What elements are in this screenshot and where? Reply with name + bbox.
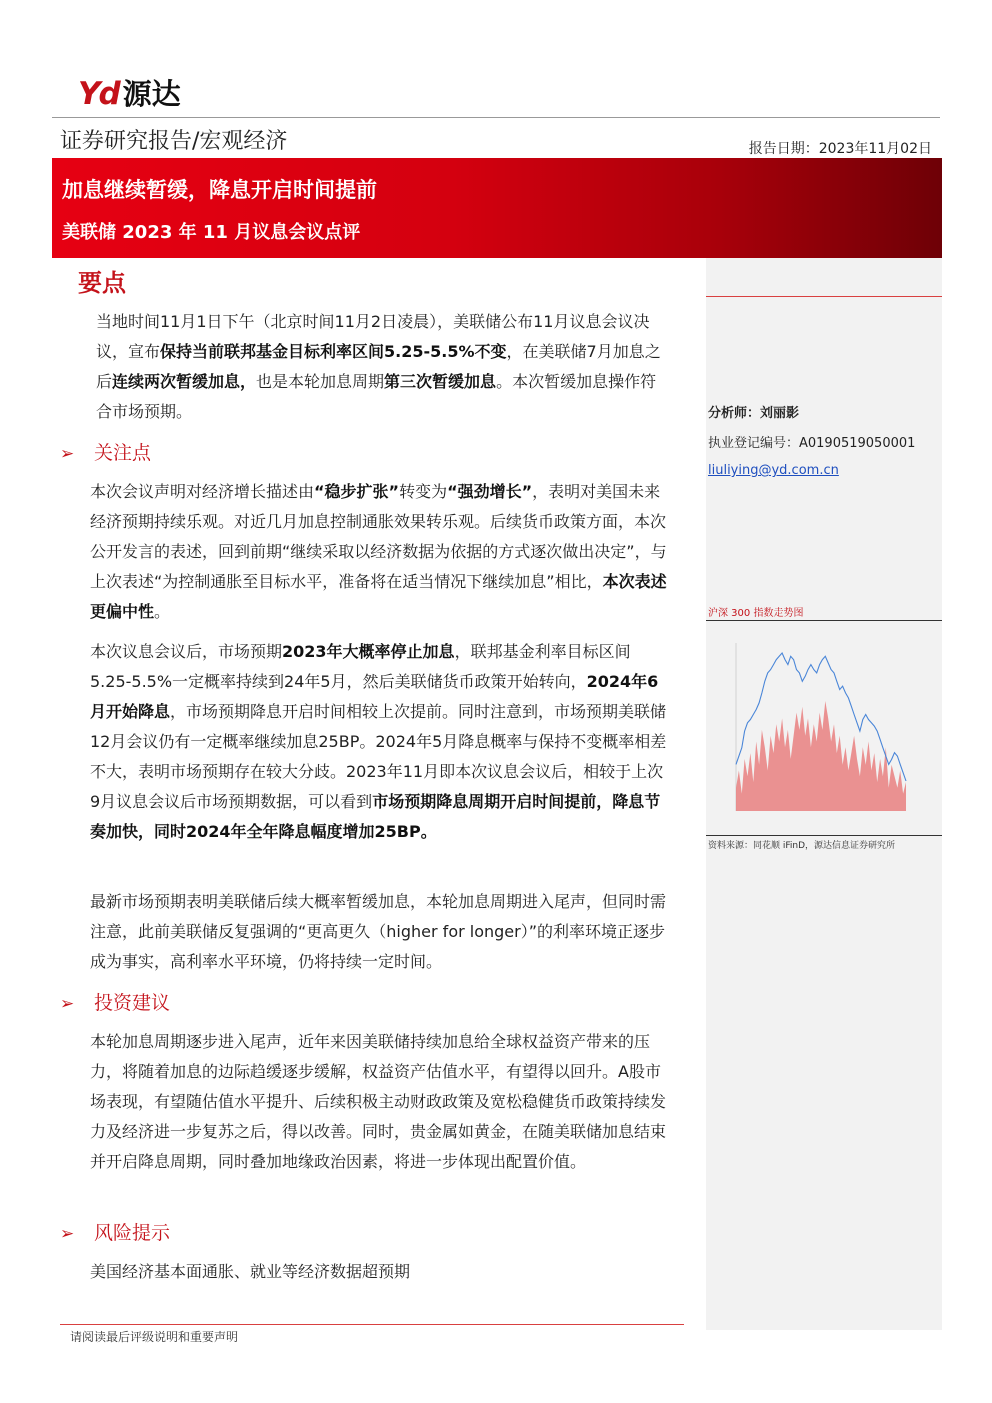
body-text: 本次议息会议后，市场预期 [90, 642, 283, 661]
body-text: 当地时间11月1日下午（北京时间11月2日凌晨），美联储公布11月议息会议决议，宣布 [96, 312, 650, 361]
body-paragraph [90, 1257, 674, 1287]
arrow-bullet-icon: ➢ [60, 994, 75, 1014]
logo-mark: Yd [78, 76, 119, 112]
report-date: 报告日期：2023年11月02日 [748, 141, 932, 157]
analyst-name: 分析师：刘丽影 [708, 406, 800, 421]
sidebar [706, 258, 942, 1330]
section-heading [60, 988, 170, 1015]
section-heading [60, 438, 151, 465]
body-text: ，联邦基金利率目标区间5.25-5.5%一定概率持续到24年5月，然后美联储货币政策开始转向， [90, 642, 631, 691]
chart-area-layer [736, 701, 906, 811]
body-text: 美国经济基本面通胀、就业等经济数据超预期 [90, 1262, 411, 1281]
intro-paragraph [96, 307, 672, 427]
registration-number: 执业登记编号：A0190519050001 [708, 436, 916, 451]
title-banner [52, 158, 942, 258]
body-text: ，市场预期降息开启时间相较上次提前。同时注意到，市场预期美联储12月会议仍有一定概率继续加息25BP。2024年5月降息概率与保持不变概率相差不大，表明市场预期存在较大分歧。2023年11月即本次议息会议后，相较于上次9月议息会议后市场预期数据，可以看到 [90, 702, 667, 811]
report-subtitle: 美联储 2023 年 11 月议息会议点评 [62, 222, 361, 243]
body-text: 。 [154, 602, 171, 621]
body-text: ，在美联储7月加息之后 [96, 342, 661, 391]
section-heading [60, 1218, 170, 1245]
body-text: 也是本轮加息周期 [256, 372, 385, 391]
chart-source: 资料来源：同花顺 iFinD，源达信息证券研究所 [708, 841, 896, 851]
body-paragraph [90, 477, 670, 627]
report-type: 证券研究报告/宏观经济 [60, 129, 288, 154]
body-text: 转变为 [399, 482, 448, 501]
body-paragraph [90, 887, 674, 977]
emphasis-text: “强劲增长” [447, 482, 533, 501]
emphasis-text: 保持当前联邦基金目标利率区间5.25-5.5%不变 [160, 342, 507, 361]
emphasis-text: “稳步扩张” [314, 482, 400, 501]
emphasis-text: 连续两次暂缓加息， [112, 372, 257, 391]
analyst-email-link[interactable]: liuliying@yd.com.cn [708, 463, 839, 478]
section-title: 风险提示 [94, 1222, 171, 1244]
key-points-heading: 要点 [78, 269, 126, 297]
body-text: 最新市场预期表明美联储后续大概率暂缓加息，本轮加息周期进入尾声，但同时需注意，此前美联储反复强调的“更高更久（higher for longer）”的利率环境正逐步成为事实，高利率水平环境，仍将持续一定时间。 [90, 892, 667, 971]
report-title: 加息继续暂缓，降息开启时间提前 [62, 178, 377, 202]
sidebar-divider [706, 296, 942, 297]
body-paragraph [90, 1027, 674, 1177]
body-text: ，表明对美国未来经济预期持续乐观。对近几月加息控制通胀效果转乐观。后续货币政策方面，本次公开发言的表述，回到前期“继续采取以经济数据为依据的方式逐次做出决定”，与上次表述“为控制通胀至目标水平，准备将在适当情况下继续加息”相比， [90, 482, 667, 591]
footer-divider [60, 1324, 684, 1325]
chart-caption: 沪深 300 指数走势图 [708, 608, 804, 619]
section-title: 关注点 [94, 442, 152, 464]
body-text: 本轮加息周期逐步进入尾声，近年来因美联储持续加息给全球权益资产带来的压力，将随着加息的边际趋缓逐步缓解，权益资产估值水平，有望得以回升。A股市场表现，有望随估值水平提升、后续积极主动财政政策及宽松稳健货币政策持续发力及经济进一步复苏之后，得以改善。同时，贵金属如黄金，在随美联储加息结束并开启降息周期，同时叠加地缘政治因素，将进一步体现出配置价值。 [90, 1032, 667, 1171]
header-divider [52, 117, 940, 118]
arrow-bullet-icon: ➢ [60, 444, 75, 464]
emphasis-text: 2024年6月开始降息 [90, 672, 659, 721]
body-paragraph [90, 637, 670, 847]
trend-chart-svg [706, 621, 942, 835]
brand-logo [78, 76, 181, 112]
emphasis-text: 本次表述更偏中性 [90, 572, 667, 621]
emphasis-text: 市场预期降息周期开启时间提前，降息节奏加快，同时2024年全年降息幅度增加25BP。 [90, 792, 661, 841]
emphasis-text: 第三次暂缓加息 [384, 372, 497, 391]
logo-text: 源达 [122, 77, 181, 111]
section-title: 投资建议 [94, 992, 171, 1014]
emphasis-text: 2023年大概率停止加息 [282, 642, 455, 661]
body-text: 本次会议声明对经济增长描述由 [90, 482, 315, 501]
index-trend-chart [706, 620, 942, 836]
chart-area-series [736, 701, 906, 811]
footer-disclaimer: 请阅读最后评级说明和重要声明 [70, 1330, 239, 1344]
body-text: 。本次暂缓加息操作符合市场预期。 [96, 372, 657, 421]
arrow-bullet-icon: ➢ [60, 1224, 75, 1244]
